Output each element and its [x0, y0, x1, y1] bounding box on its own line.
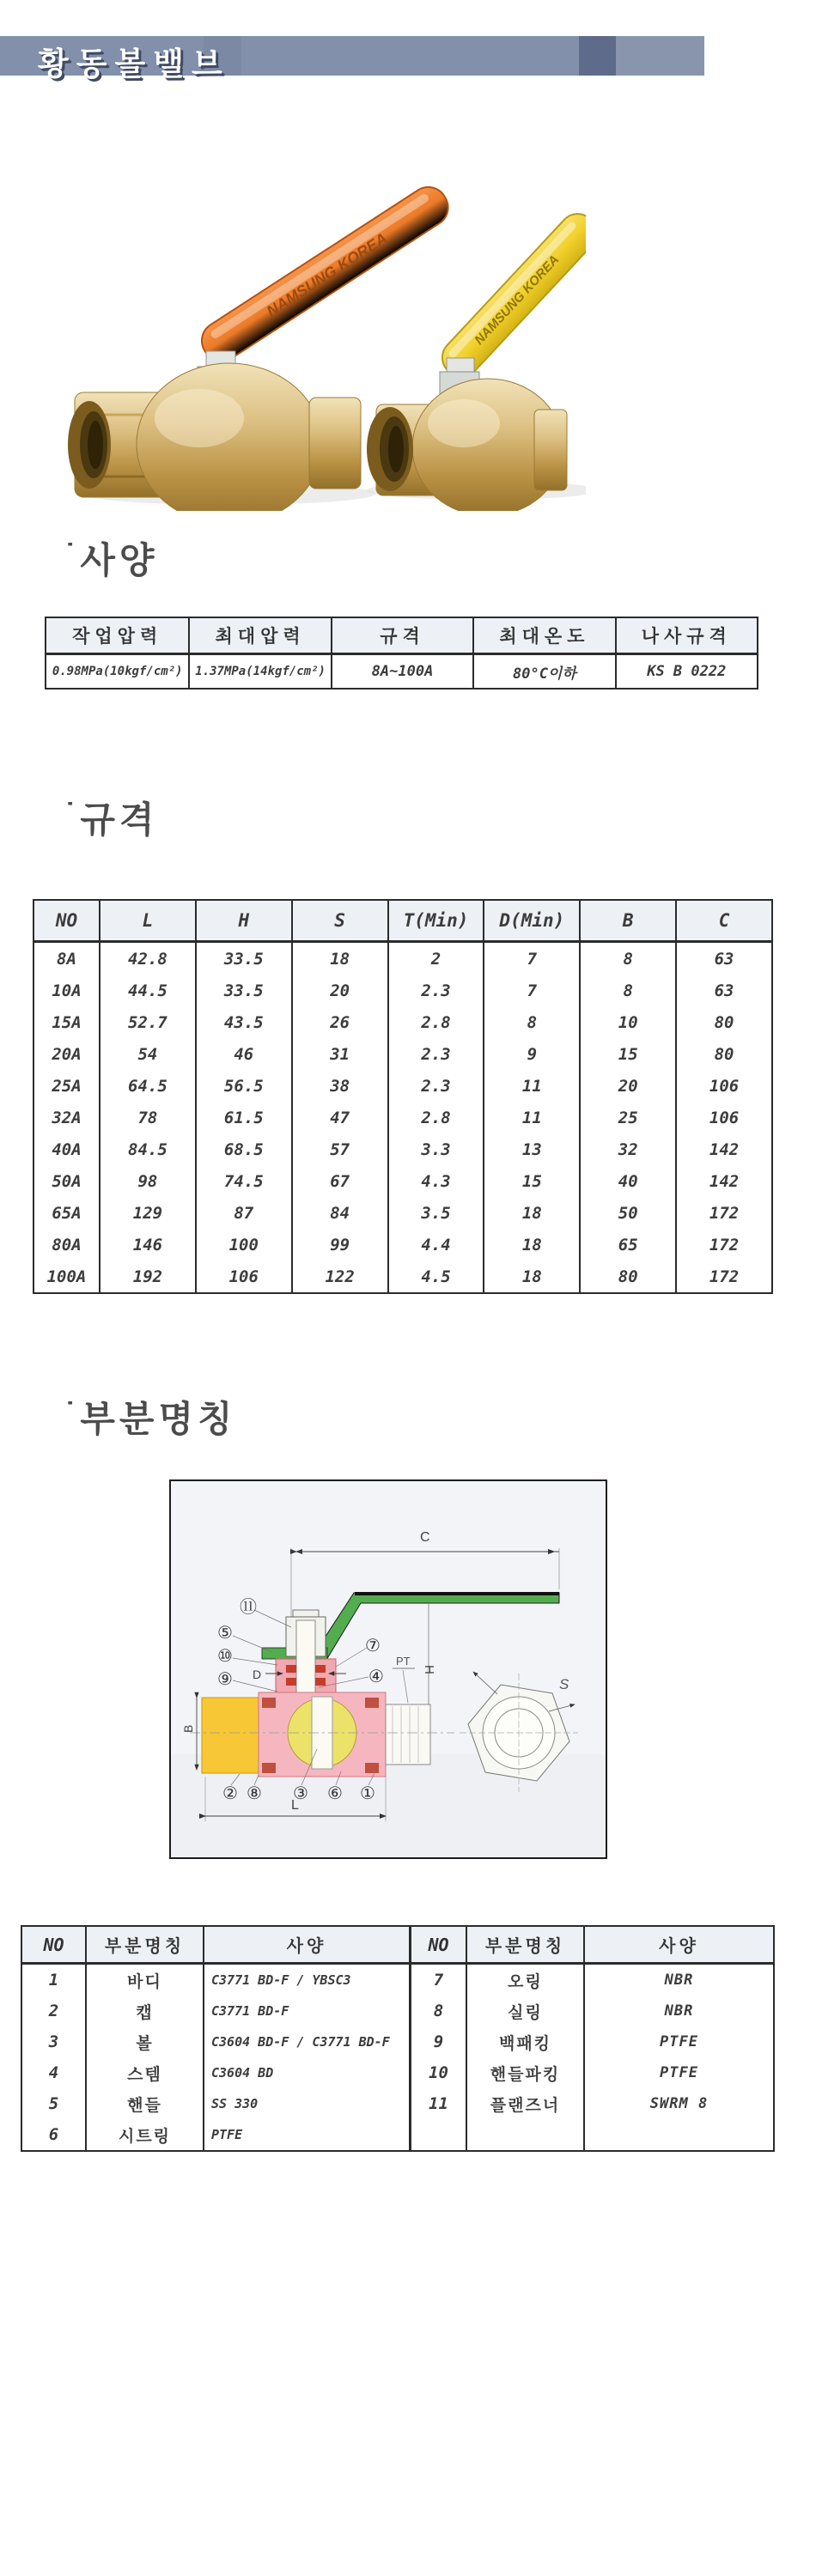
- table-cell: 172: [675, 1197, 771, 1229]
- table-cell: SS 330: [203, 2088, 409, 2119]
- banner-segment-dark: [579, 36, 616, 76]
- table-row: [46, 655, 757, 688]
- table-cell: C3771 BD-F: [203, 1996, 409, 2026]
- table-cell: 47: [291, 1102, 387, 1133]
- table-cell: 실링: [466, 1996, 583, 2026]
- table-cell: 플랜즈너: [466, 2088, 583, 2119]
- table-cell: 4: [48, 2063, 59, 2082]
- table-cell: 106: [195, 1261, 291, 1292]
- table-cell: 11: [409, 2088, 466, 2119]
- table-cell: KS B 0222: [615, 655, 757, 688]
- table-cell: 20: [291, 975, 387, 1006]
- table-cell: 8: [409, 1996, 466, 2026]
- table-cell: 99: [291, 1229, 387, 1261]
- heading-text: 부분명칭: [80, 1399, 237, 1439]
- table-cell: 100: [195, 1229, 291, 1261]
- table-cell: 핸들: [85, 2088, 203, 2119]
- table-cell: 33.5: [195, 975, 291, 1006]
- table-row: [22, 2057, 773, 2088]
- table-cell: 54: [99, 1038, 195, 1070]
- table-cell: 50A: [52, 1171, 82, 1191]
- size-table: [33, 899, 773, 1294]
- handle-brand-text: NAMSUNG KOREA: [263, 229, 391, 320]
- dim-label-c: C: [420, 1530, 430, 1545]
- table-cell: 9: [483, 1038, 579, 1070]
- banner-segment-light: [616, 36, 704, 76]
- table-row: [22, 1996, 773, 2026]
- table-cell: 8A: [57, 949, 76, 969]
- table-cell: PTFE: [583, 2057, 773, 2088]
- yellow-handle-icon: [435, 206, 586, 384]
- table-cell: 38: [291, 1070, 387, 1102]
- table-cell: 8: [579, 943, 675, 975]
- table-header-cell: H: [195, 901, 291, 940]
- table-cell: 2.3: [387, 1038, 484, 1070]
- table-header-cell: T(Min): [387, 901, 484, 940]
- table-header-cell: S: [291, 901, 387, 940]
- spec-table-header: [46, 618, 757, 655]
- page-title: 황동볼밸브: [38, 46, 230, 82]
- table-cell: 80: [675, 1006, 771, 1038]
- handle-brand-text: NAMSUNG KOREA: [472, 252, 563, 348]
- table-cell: C3771 BD-F / YBSC3: [203, 1965, 409, 1996]
- table-cell: [583, 2119, 773, 2150]
- parts-table-body: [22, 1965, 773, 2150]
- table-cell: 106: [675, 1102, 771, 1133]
- heading-bullet: ˙: [65, 798, 80, 830]
- size-table-header: [34, 901, 771, 943]
- table-row: [34, 1197, 771, 1229]
- table-row: [34, 1006, 771, 1038]
- table-header-cell: B: [579, 901, 675, 940]
- thread-label: PT: [396, 1655, 411, 1668]
- table-cell: 80: [579, 1261, 675, 1292]
- table-cell: 백패킹: [466, 2026, 583, 2057]
- table-cell: 63: [675, 975, 771, 1006]
- table-cell: 78: [99, 1102, 195, 1133]
- callout-10: ⑩: [217, 1647, 233, 1666]
- table-cell: 6: [48, 2125, 59, 2144]
- callout-6: ⑥: [327, 1784, 343, 1803]
- table-cell: 64.5: [99, 1070, 195, 1102]
- dim-label-h: H: [422, 1665, 436, 1674]
- table-cell: 오링: [466, 1965, 583, 1996]
- table-cell: 10A: [52, 981, 82, 1000]
- callout-7: ⑦: [365, 1637, 381, 1656]
- table-cell: 18: [483, 1229, 579, 1261]
- table-header-cell: 최대압력: [188, 618, 330, 653]
- table-header-cell: 사양: [203, 1927, 409, 1962]
- table-cell: 8: [483, 1006, 579, 1038]
- table-header-cell: 최대온도: [472, 618, 614, 653]
- heading-text: 사양: [80, 540, 159, 580]
- table-cell: 50: [579, 1197, 675, 1229]
- spec-table-body: [46, 655, 757, 688]
- table-cell: 192: [99, 1261, 195, 1292]
- table-cell: 2.8: [387, 1006, 484, 1038]
- table-header-cell: NO: [43, 1934, 64, 1955]
- table-cell: 캡: [85, 1996, 203, 2026]
- table-cell: 10: [409, 2057, 466, 2088]
- table-cell: NBR: [583, 1996, 773, 2026]
- table-cell: 52.7: [99, 1006, 195, 1038]
- dim-label-s: S: [559, 1676, 569, 1692]
- table-cell: 볼: [85, 2026, 203, 2057]
- parts-table-header: [22, 1927, 773, 1965]
- table-cell: 106: [675, 1070, 771, 1102]
- section-heading-parts: [65, 1391, 237, 1443]
- table-cell: 65A: [52, 1203, 82, 1223]
- table-cell: 80A: [52, 1235, 82, 1255]
- callout-1: ①: [360, 1784, 375, 1803]
- table-cell: 25: [579, 1102, 675, 1133]
- table-cell: 20: [579, 1070, 675, 1102]
- table-cell: 74.5: [195, 1165, 291, 1197]
- callout-4: ④: [368, 1668, 384, 1686]
- table-cell: 129: [99, 1197, 195, 1229]
- table-cell: 2: [48, 2002, 59, 2020]
- callout-8: ⑧: [247, 1784, 262, 1803]
- table-row: [34, 1102, 771, 1133]
- table-cell: 65: [579, 1229, 675, 1261]
- table-cell: [409, 2119, 466, 2150]
- table-header-cell: D(Min): [483, 901, 579, 940]
- table-cell: NBR: [583, 1965, 773, 1996]
- table-cell: 32A: [52, 1108, 82, 1127]
- heading-bullet: ˙: [65, 1397, 80, 1430]
- table-header-cell: L: [99, 901, 195, 940]
- dim-label-d: D: [253, 1668, 262, 1681]
- table-cell: 84: [291, 1197, 387, 1229]
- table-cell: 61.5: [195, 1102, 291, 1133]
- table-cell: 5: [48, 2094, 59, 2113]
- section-heading-spec: [65, 532, 158, 584]
- section-heading-size: [65, 792, 158, 843]
- table-cell: 7: [483, 943, 579, 975]
- table-cell: 56.5: [195, 1070, 291, 1102]
- table-cell: 44.5: [99, 975, 195, 1006]
- table-cell: 146: [99, 1229, 195, 1261]
- table-cell: 13: [483, 1133, 579, 1165]
- table-row: [34, 1261, 771, 1292]
- table-cell: 18: [483, 1197, 579, 1229]
- parts-table: [21, 1925, 775, 2152]
- table-cell: 80: [675, 1038, 771, 1070]
- table-cell: 18: [291, 943, 387, 975]
- table-cell: PTFE: [583, 2026, 773, 2057]
- table-cell: 33.5: [195, 943, 291, 975]
- table-cell: SWRM 8: [583, 2088, 773, 2119]
- table-cell: 63: [675, 943, 771, 975]
- table-cell: 8A~100A: [331, 655, 472, 688]
- table-cell: C3604 BD: [203, 2057, 409, 2088]
- table-row: [34, 1229, 771, 1261]
- heading-text: 규격: [80, 799, 159, 840]
- table-cell: 32: [579, 1133, 675, 1165]
- table-cell: 4.5: [387, 1261, 484, 1292]
- table-cell: 3.5: [387, 1197, 484, 1229]
- title-banner: [0, 36, 704, 82]
- table-cell: 172: [675, 1261, 771, 1292]
- table-cell: 11: [483, 1070, 579, 1102]
- table-cell: 43.5: [195, 1006, 291, 1038]
- table-cell: 10: [579, 1006, 675, 1038]
- callout-11: ⑪: [240, 1598, 257, 1617]
- callout-2: ②: [222, 1784, 238, 1803]
- table-cell: 4.3: [387, 1165, 484, 1197]
- table-cell: 142: [675, 1133, 771, 1165]
- table-row: [34, 1165, 771, 1197]
- table-cell: 1.37MPa(14kgf/cm²): [188, 655, 330, 688]
- table-header-cell: 부분명칭: [85, 1927, 203, 1962]
- dim-label-l: L: [291, 1798, 299, 1813]
- table-cell: 2.3: [387, 1070, 484, 1102]
- table-cell: 2: [387, 943, 484, 975]
- table-cell: 122: [291, 1261, 387, 1292]
- table-cell: 20A: [52, 1044, 82, 1064]
- table-cell: 142: [675, 1165, 771, 1197]
- product-photo: [53, 82, 586, 511]
- table-row: [34, 975, 771, 1006]
- orange-handle-icon: [195, 179, 455, 368]
- table-cell: 40A: [52, 1139, 82, 1159]
- callout-5: ⑤: [217, 1624, 233, 1643]
- table-header-cell: 부분명칭: [466, 1927, 583, 1962]
- table-header-cell: NO: [55, 910, 78, 931]
- table-cell: 84.5: [99, 1133, 195, 1165]
- table-cell: 67: [291, 1165, 387, 1197]
- table-cell: 핸들파킹: [466, 2057, 583, 2088]
- table-cell: 100A: [46, 1267, 87, 1286]
- table-cell: 46: [195, 1038, 291, 1070]
- table-cell: 15: [483, 1165, 579, 1197]
- table-cell: 25A: [52, 1076, 82, 1096]
- table-cell: 57: [291, 1133, 387, 1165]
- table-cell: 3.3: [387, 1133, 484, 1165]
- table-row: [22, 1965, 773, 1996]
- table-cell: 3: [48, 2032, 59, 2051]
- table-cell: 9: [409, 2026, 466, 2057]
- table-cell: 11: [483, 1102, 579, 1133]
- table-cell: PTFE: [203, 2119, 409, 2150]
- table-cell: 2.8: [387, 1102, 484, 1133]
- table-cell: C3604 BD-F / C3771 BD-F: [203, 2026, 409, 2057]
- table-cell: 80°C이하: [472, 655, 614, 688]
- table-row: [34, 943, 771, 975]
- table-cell: 8: [579, 975, 675, 1006]
- table-cell: 87: [195, 1197, 291, 1229]
- table-header-cell: NO: [409, 1927, 466, 1962]
- table-row: [34, 1038, 771, 1070]
- table-cell: 2.3: [387, 975, 484, 1006]
- table-cell: 31: [291, 1038, 387, 1070]
- callout-3: ③: [293, 1784, 308, 1803]
- table-cell: 40: [579, 1165, 675, 1197]
- table-row: [22, 2026, 773, 2057]
- table-header-cell: 규격: [331, 618, 472, 653]
- table-row: [34, 1070, 771, 1102]
- table-cell: 바디: [85, 1965, 203, 1996]
- table-cell: 스템: [85, 2057, 203, 2088]
- valve-diagram-drawing: [171, 1481, 606, 1857]
- size-table-body: [34, 943, 771, 1292]
- table-cell: 4.4: [387, 1229, 484, 1261]
- table-header-cell: 사양: [583, 1927, 773, 1962]
- table-cell: 7: [483, 975, 579, 1006]
- table-header-cell: 작업압력: [72, 627, 163, 647]
- dim-label-b: B: [181, 1724, 195, 1733]
- table-cell: 1: [48, 1971, 59, 1990]
- table-cell: 172: [675, 1229, 771, 1261]
- table-cell: 26: [291, 1006, 387, 1038]
- table-cell: 시트링: [85, 2119, 203, 2150]
- table-header-cell: C: [675, 901, 771, 940]
- table-cell: 42.8: [99, 943, 195, 975]
- table-row: [22, 2088, 773, 2119]
- table-cell: 18: [483, 1261, 579, 1292]
- yellow-valve-illustration: [367, 206, 586, 511]
- table-header-cell: 나사규격: [615, 618, 757, 653]
- callout-9: ⑨: [217, 1670, 233, 1689]
- table-cell: 68.5: [195, 1133, 291, 1165]
- table-row: [34, 1133, 771, 1165]
- table-cell: 15: [579, 1038, 675, 1070]
- valve-diagram: [169, 1479, 607, 1859]
- table-cell: 7: [409, 1965, 466, 1996]
- table-cell: [466, 2119, 583, 2150]
- table-cell: 0.98MPa(10kgf/cm²): [52, 665, 183, 678]
- table-cell: 15A: [52, 1012, 82, 1032]
- table-row: [22, 2119, 773, 2150]
- table-cell: 98: [99, 1165, 195, 1197]
- spec-table: [45, 617, 758, 690]
- heading-bullet: ˙: [65, 538, 80, 571]
